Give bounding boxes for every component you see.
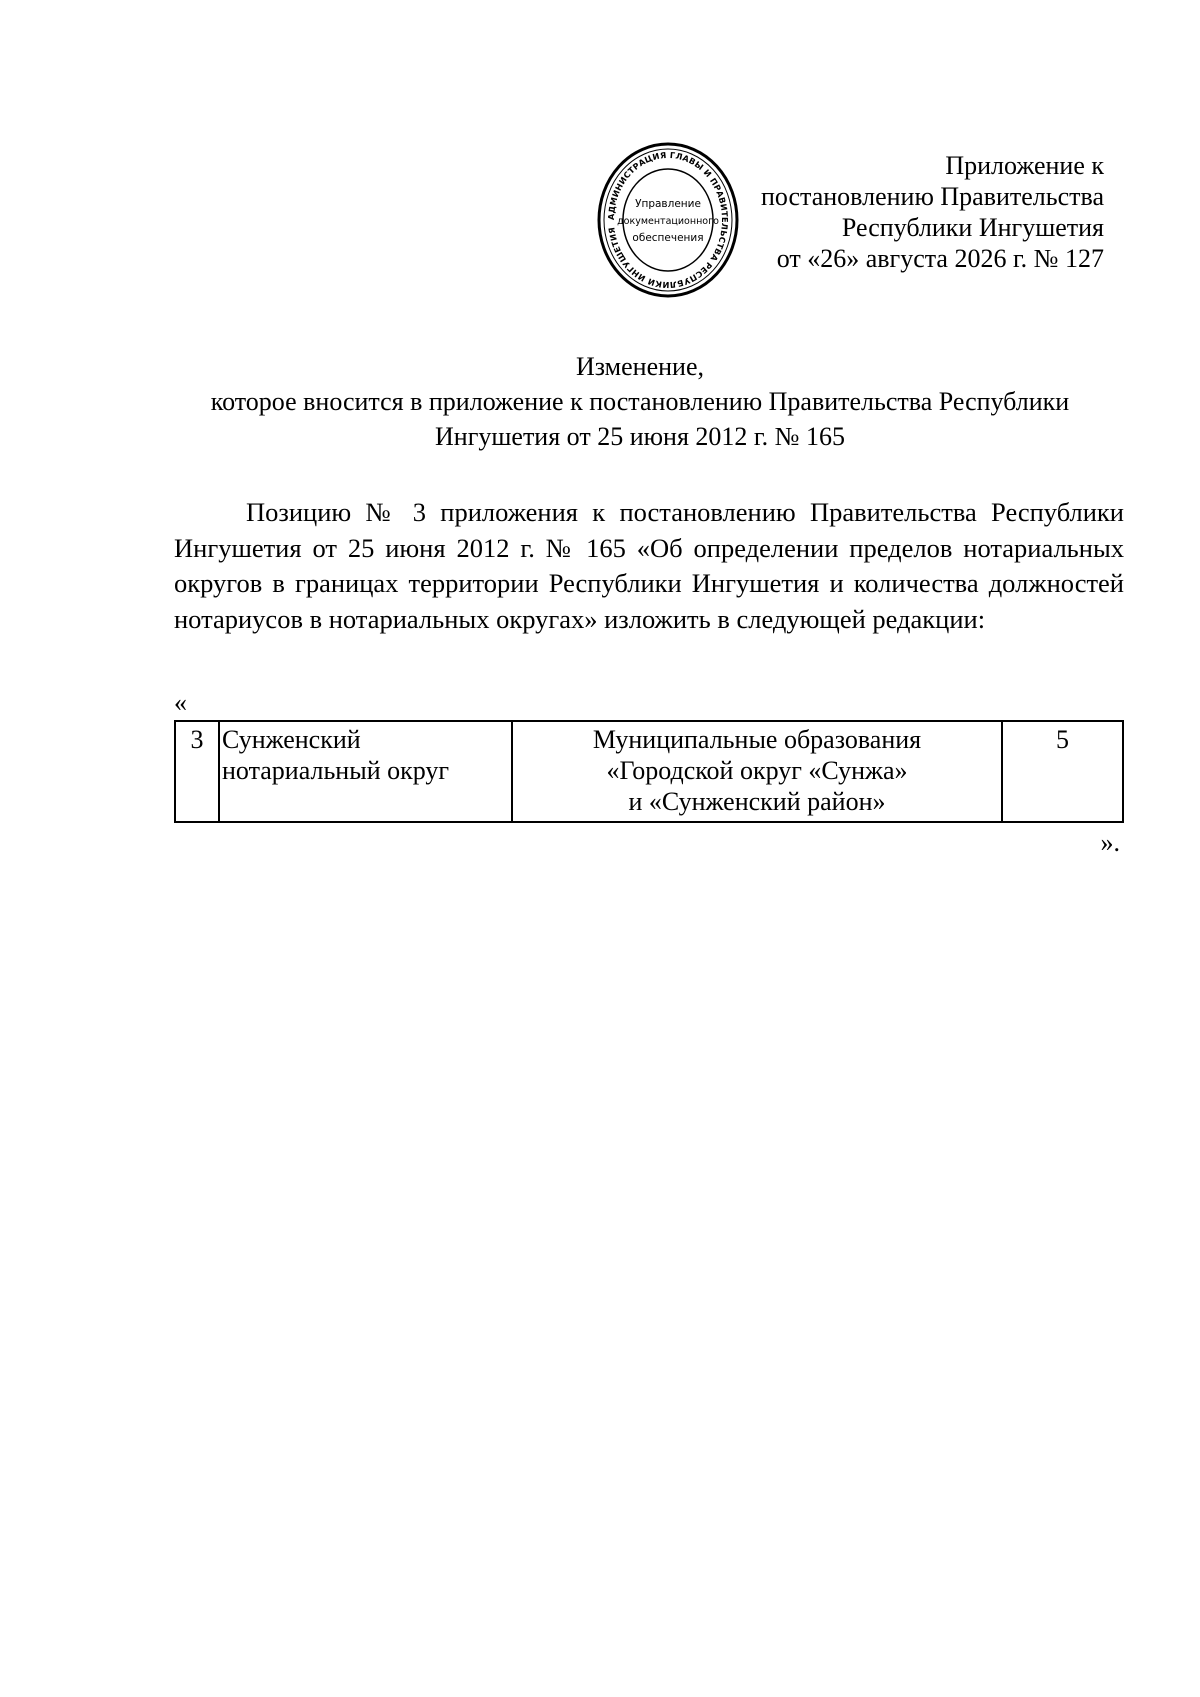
table-row (175, 721, 1123, 822)
position-table (174, 720, 1124, 823)
appendix-line: от «26» августа 2026 г. № 127 (776, 244, 1104, 273)
closing-quote: ». (1100, 828, 1120, 857)
seal-ring-text: АДМИНИСТРАЦИЯ ГЛАВЫ И ПРАВИТЕЛЬСТВА РЕСПУБЛИКИ ИНГУШЕТИЯ (605, 149, 731, 291)
position-number-cell: 3 (175, 721, 219, 822)
title-line: Ингушетия от 25 июня 2012 г. № 165 (435, 422, 845, 451)
title-line: Изменение, (576, 352, 704, 381)
seal-center-line-1: Управление (635, 198, 701, 210)
document-title (150, 349, 1130, 454)
title-line: которое вносится в приложение к постановлению Правительства Республики (210, 387, 1070, 416)
municipal-line: «Городской округ «Сунжа» (606, 756, 908, 785)
district-name-line: нотариальный округ (222, 756, 450, 785)
opening-quote: « (174, 688, 187, 717)
municipal-line: и «Сунженский район» (628, 787, 886, 816)
appendix-line: Приложение к (945, 151, 1104, 180)
district-name-cell (219, 721, 512, 822)
body-paragraph: Позицию № 3 приложения к постановлению Правительства Республики Ингушетия от 25 июня 2012 г. № 165 «Об определении пределов нотариальных округов в границах территории Республики Ингушетия и количества должностей нотариусов в нотариальных округах» изложить в следующей редакции: (174, 497, 1124, 634)
notary-count-cell: 5 (1002, 721, 1123, 822)
body-text (174, 495, 1124, 637)
municipal-formations-cell (512, 721, 1002, 822)
district-name-line: Сунженский (222, 725, 361, 754)
appendix-line: Республики Ингушетия (841, 213, 1104, 242)
seal-center-line-3: обеспечения (632, 232, 704, 244)
municipal-line: Муниципальные образования (592, 725, 922, 754)
appendix-line: постановлению Правительства (760, 182, 1104, 211)
seal-center-line-2: документационного (617, 216, 719, 227)
appendix-header (684, 150, 1104, 274)
